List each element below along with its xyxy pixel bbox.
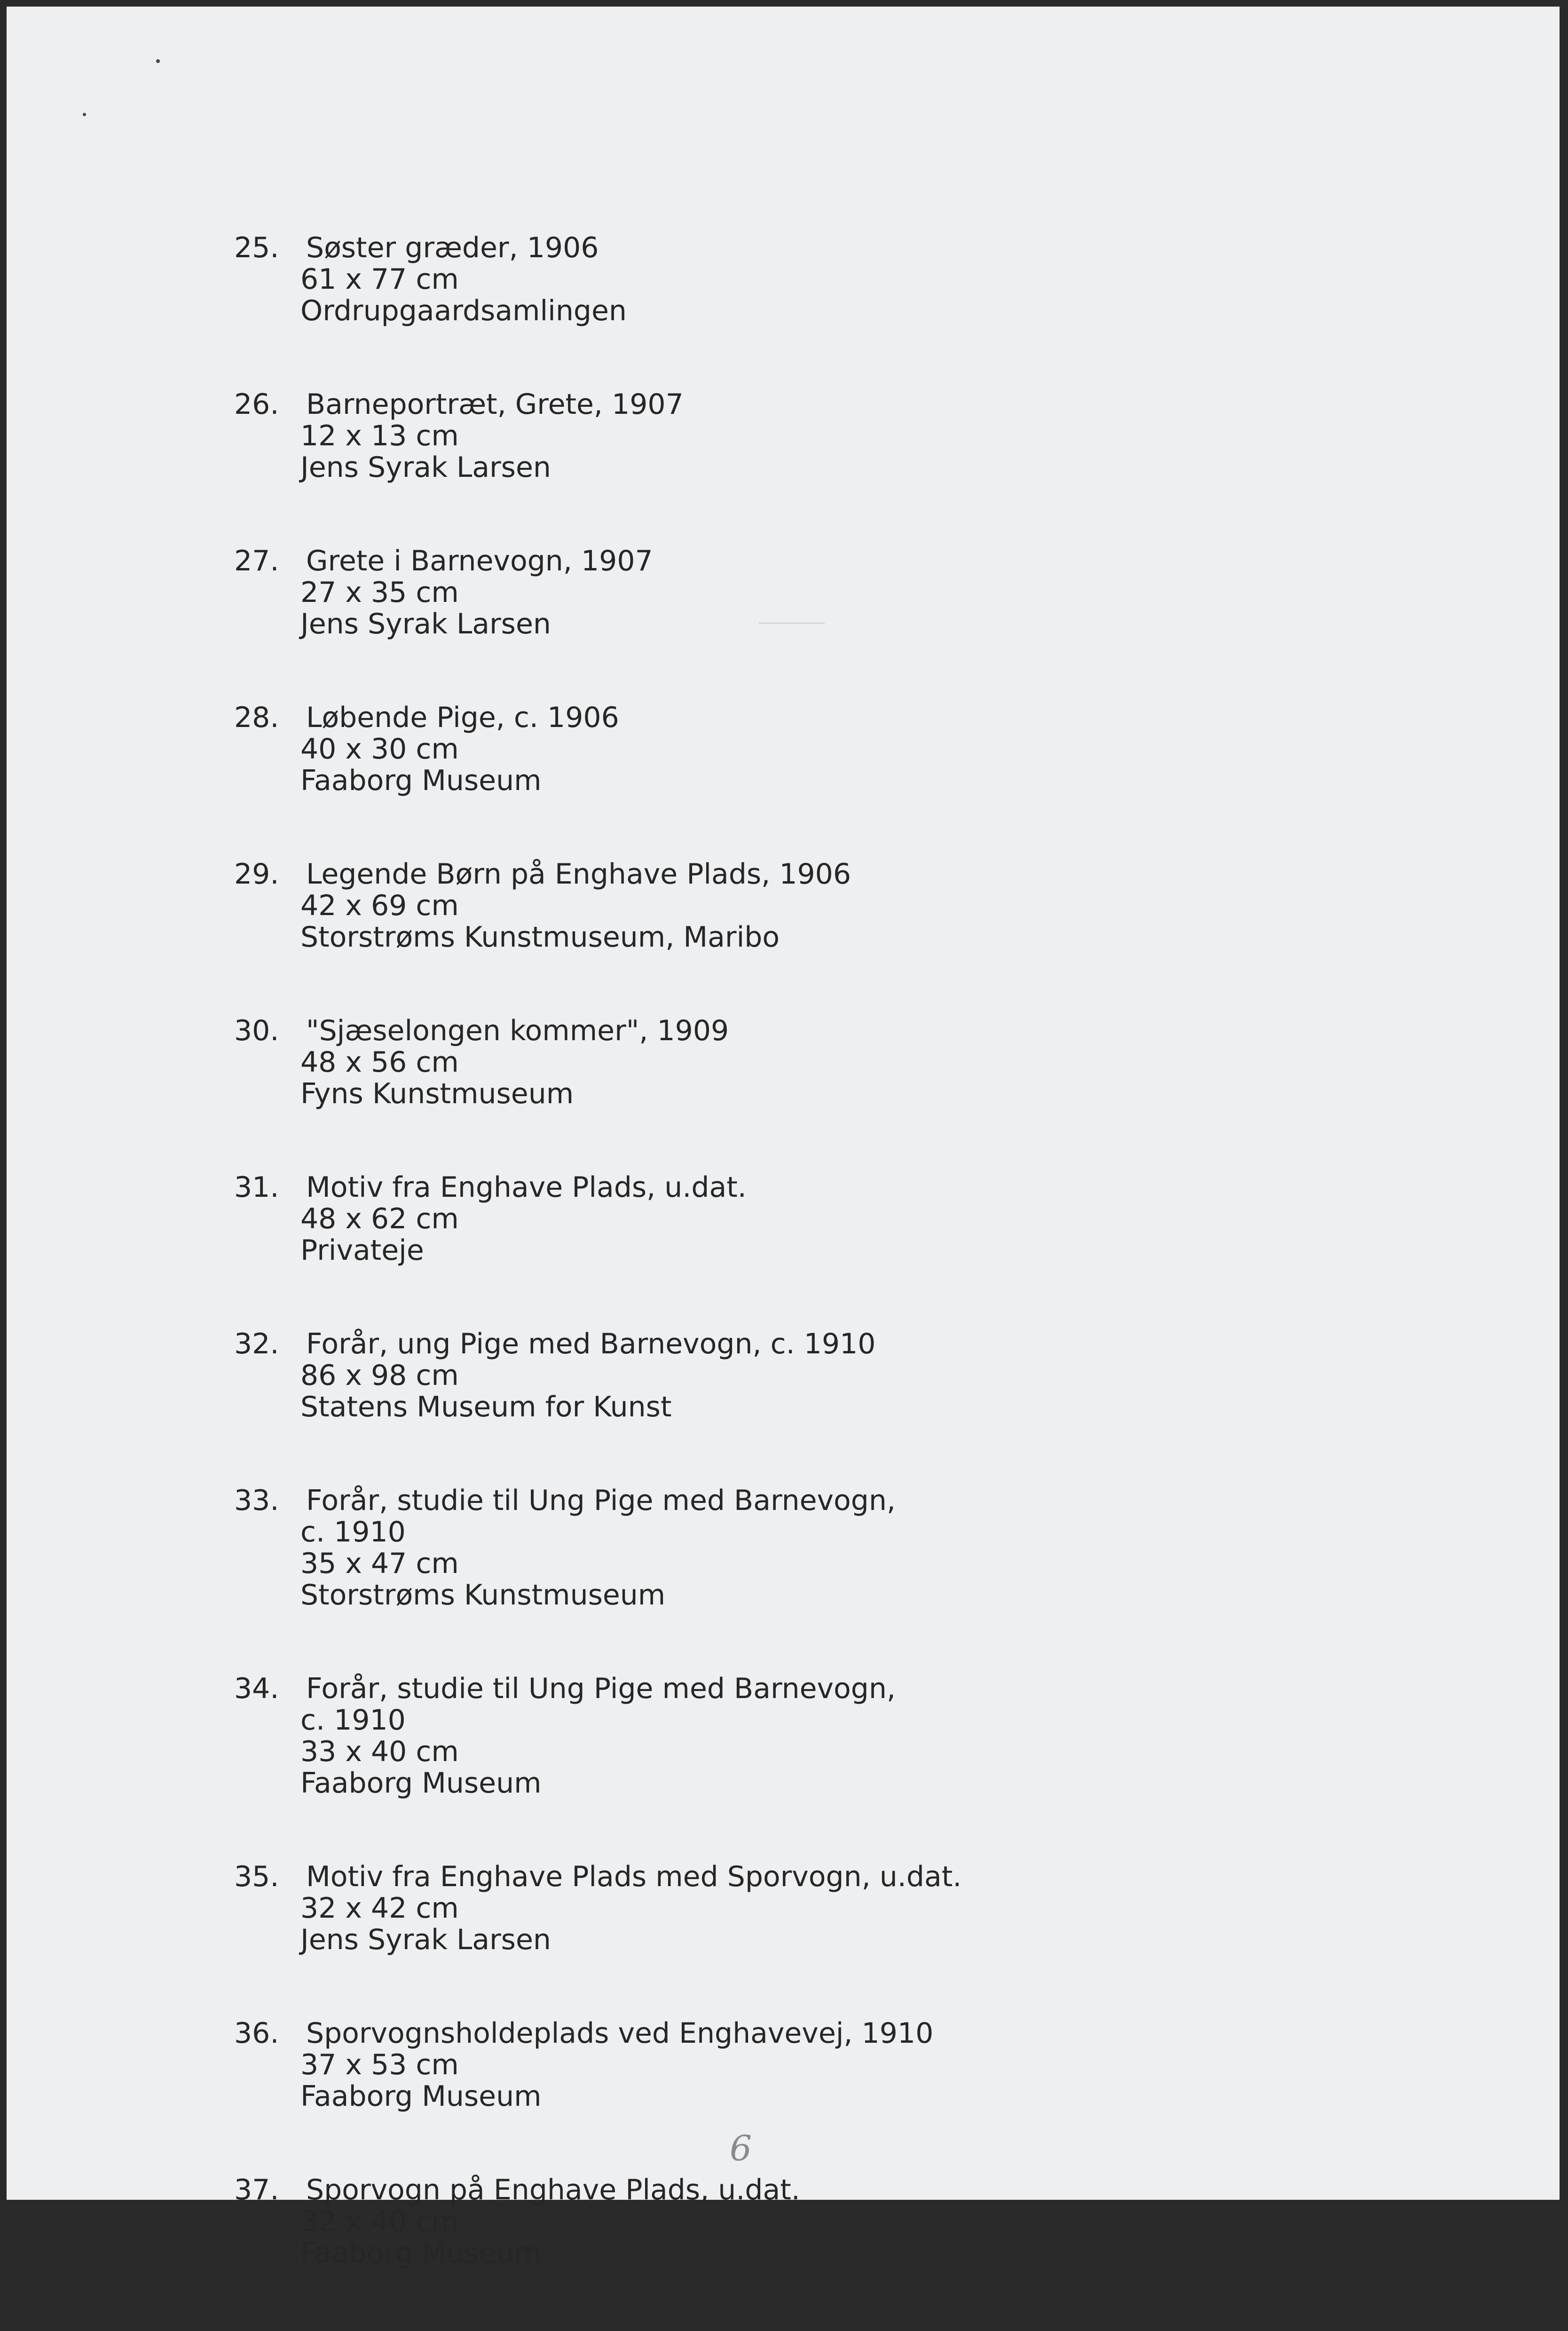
entry-owner: Storstrøms Kunstmuseum — [300, 1579, 666, 1612]
entry-owner: Statens Museum for Kunst — [300, 1391, 672, 1423]
entry-dimensions: 12 x 13 cm — [300, 419, 459, 452]
entry-dimensions: 33 x 40 cm — [300, 1735, 459, 1768]
entry-title-continued: c. 1910 — [300, 1516, 406, 1549]
entry-title: Motiv fra Enghave Plads, u.dat. — [306, 1171, 747, 1204]
entry-title: Løbende Pige, c. 1906 — [306, 701, 619, 734]
entry-title: Legende Børn på Enghave Plads, 1906 — [306, 858, 851, 891]
catalog-entry — [234, 232, 1269, 327]
entry-dimensions: 48 x 56 cm — [300, 1046, 459, 1079]
entry-dimensions: 32 x 42 cm — [300, 1892, 459, 1925]
catalog-entry — [234, 1015, 1269, 1110]
entry-dimensions: 35 x 47 cm — [300, 1547, 459, 1580]
page-number: 6 — [730, 2128, 752, 2169]
entry-number: 37. — [234, 2173, 279, 2206]
catalog-entry — [234, 1328, 1269, 1423]
catalog-entry — [234, 1861, 1269, 1956]
catalog-entry — [234, 545, 1269, 640]
entry-number: 36. — [234, 2017, 279, 2050]
catalog-list — [234, 232, 1269, 2331]
entry-owner: Faaborg Museum — [300, 764, 542, 797]
entry-dimensions: 86 x 98 cm — [300, 1359, 459, 1392]
catalog-entry — [234, 702, 1269, 797]
entry-dimensions: 32 x 40 cm — [300, 2205, 459, 2238]
entry-number: 29. — [234, 858, 279, 891]
entry-title: Søster græder, 1906 — [306, 231, 599, 264]
entry-owner: Faaborg Museum — [300, 2236, 542, 2269]
entry-number: 28. — [234, 701, 279, 734]
entry-title: Sporvognsholdeplads ved Enghavevej, 1910 — [306, 2017, 934, 2050]
entry-dimensions: 27 x 35 cm — [300, 576, 459, 609]
entry-number: 34. — [234, 1672, 279, 1705]
catalog-entry — [234, 859, 1269, 953]
entry-dimensions: 61 x 77 cm — [300, 263, 459, 296]
paper-speck — [83, 113, 86, 116]
entry-title-continued: c. 1910 — [300, 1704, 406, 1737]
paper-speck — [156, 59, 160, 63]
entry-number: 32. — [234, 1327, 279, 1360]
document-page — [7, 7, 1560, 2269]
entry-owner: Fyns Kunstmuseum — [300, 1077, 574, 1110]
entry-owner: Privateje — [300, 1234, 424, 1267]
entry-number: 25. — [234, 231, 279, 264]
catalog-entry — [234, 1172, 1269, 1266]
entry-title: "Sjæselongen kommer", 1909 — [306, 1014, 729, 1047]
entry-number: 26. — [234, 388, 279, 421]
entry-title: Grete i Barnevogn, 1907 — [306, 545, 653, 577]
entry-owner: Faaborg Museum — [300, 1767, 542, 1800]
entry-number: 27. — [234, 545, 279, 577]
entry-owner: Ordrupgaardsamlingen — [300, 294, 627, 327]
entry-number: 30. — [234, 1014, 279, 1047]
entry-title: Forår, ung Pige med Barnevogn, c. 1910 — [306, 1327, 876, 1360]
entry-dimensions: 42 x 69 cm — [300, 889, 459, 922]
entry-dimensions: 40 x 30 cm — [300, 733, 459, 766]
entry-owner: Storstrøms Kunstmuseum, Maribo — [300, 921, 780, 954]
entry-number: 31. — [234, 1171, 279, 1204]
catalog-entry — [234, 2018, 1269, 2112]
entry-title: Forår, studie til Ung Pige med Barnevogn, — [306, 1484, 896, 1517]
entry-owner: Jens Syrak Larsen — [300, 451, 551, 484]
entry-dimensions: 48 x 62 cm — [300, 1202, 459, 1235]
entry-title: Sporvogn på Enghave Plads, u.dat. — [306, 2173, 800, 2206]
entry-owner: Jens Syrak Larsen — [300, 1923, 551, 1956]
entry-number: 33. — [234, 1484, 279, 1517]
entry-number: 35. — [234, 1860, 279, 1893]
catalog-entry — [234, 1485, 1269, 1611]
catalog-entry — [234, 1673, 1269, 1799]
entry-owner: Jens Syrak Larsen — [300, 608, 551, 640]
catalog-entry — [234, 389, 1269, 483]
entry-owner: Faaborg Museum — [300, 2080, 542, 2113]
entry-title: Motiv fra Enghave Plads med Sporvogn, u.dat. — [306, 1860, 962, 1893]
entry-title: Forår, studie til Ung Pige med Barnevogn, — [306, 1672, 896, 1705]
catalog-entry — [234, 2174, 1269, 2269]
entry-dimensions: 37 x 53 cm — [300, 2048, 459, 2081]
entry-title: Barneportræt, Grete, 1907 — [306, 388, 684, 421]
